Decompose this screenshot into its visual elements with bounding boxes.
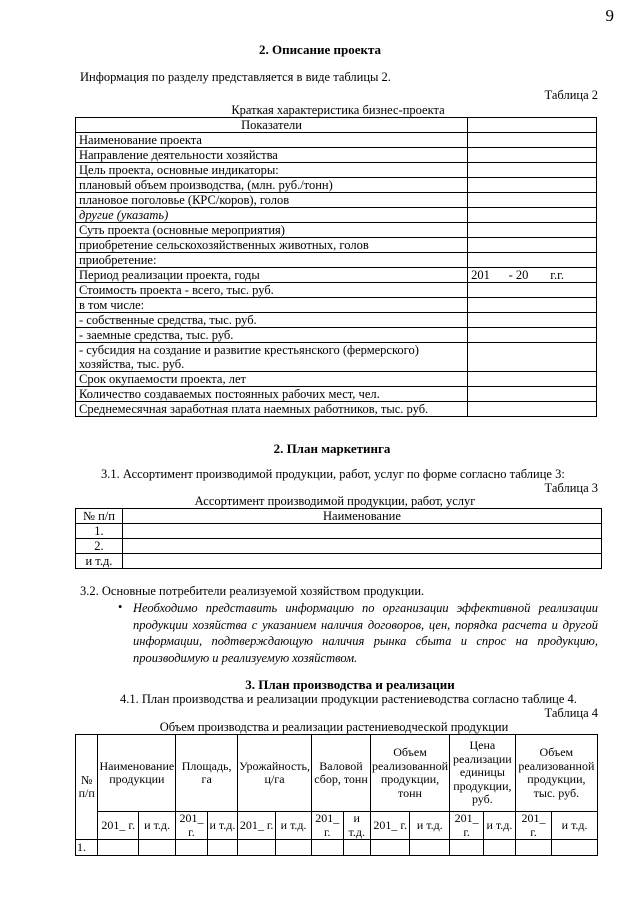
page-number: 9 bbox=[605, 6, 614, 25]
table2-row-label: приобретение сельскохозяйственных животных, голов bbox=[76, 238, 468, 253]
table4-subheader-etc: и т.д. bbox=[138, 812, 175, 840]
table2-row bbox=[76, 313, 597, 328]
section-heading-production: 3. План производства и реализации bbox=[245, 677, 455, 692]
table4-subheader-year: 201_ г. bbox=[450, 812, 484, 840]
table2-row-value bbox=[468, 193, 597, 208]
table2-row-label: - собственные средства, тыс. руб. bbox=[76, 313, 468, 328]
table4-cell bbox=[450, 840, 484, 856]
table2-caption: Краткая характеристика бизнес-проекта bbox=[231, 103, 445, 117]
table2-row bbox=[76, 178, 597, 193]
table4-cell bbox=[207, 840, 237, 856]
table2-row bbox=[76, 163, 597, 178]
table2-row bbox=[76, 253, 597, 268]
table4-subheader-etc: и т.д. bbox=[343, 812, 370, 840]
table4-cell bbox=[552, 840, 598, 856]
table2-row-value bbox=[468, 178, 597, 193]
table2-row-label: Срок окупаемости проекта, лет bbox=[76, 372, 468, 387]
table4-cell bbox=[484, 840, 516, 856]
table4-group-1: Площадь, га bbox=[176, 735, 238, 812]
table2-row bbox=[76, 298, 597, 313]
table2-row-label: Суть проекта (основные мероприятия) bbox=[76, 223, 468, 238]
table2-row-label: Направление деятельности хозяйства bbox=[76, 148, 468, 163]
table2-header: Показатели bbox=[76, 118, 468, 133]
table3-row bbox=[76, 539, 602, 554]
table2-row bbox=[76, 372, 597, 387]
table2-row-value bbox=[468, 208, 597, 223]
table4-subheader-year: 201_ г. bbox=[515, 812, 552, 840]
table2-row-label: Стоимость проекта - всего, тыс. руб. bbox=[76, 283, 468, 298]
table2-row bbox=[76, 208, 597, 223]
table2-row-value bbox=[468, 372, 597, 387]
bullet-icon: • bbox=[118, 600, 123, 614]
table4-group-4: Объем реализованной продукции, тонн bbox=[370, 735, 449, 812]
table4-group-5: Цена реализации единицы продукции, руб. bbox=[450, 735, 516, 812]
table2-row bbox=[76, 148, 597, 163]
table4-subheader-etc: и т.д. bbox=[410, 812, 450, 840]
table4-subheader-year: 201_ г. bbox=[98, 812, 139, 840]
table2-row-label: Цель проекта, основные индикаторы: bbox=[76, 163, 468, 178]
table3-row-num: и т.д. bbox=[76, 554, 123, 569]
table2-row bbox=[76, 238, 597, 253]
table3-row-num: 2. bbox=[76, 539, 123, 554]
crop-production-table bbox=[75, 734, 598, 856]
table4-cell bbox=[138, 840, 175, 856]
table2-row-value bbox=[468, 343, 597, 372]
section-intro: Информация по разделу представляется в виде таблицы 2. bbox=[80, 70, 391, 84]
table4-group-2: Урожайность, ц/га bbox=[238, 735, 312, 812]
table4-cell bbox=[238, 840, 276, 856]
table2-row-value bbox=[468, 387, 597, 402]
table3-caption: Ассортимент производимой продукции, работ, услуг bbox=[194, 494, 476, 508]
table4-group-6: Объем реализованной продукции, тыс. руб. bbox=[515, 735, 597, 812]
table3-col-num: № п/п bbox=[76, 509, 123, 524]
table2-row-label: Количество создаваемых постоянных рабочих мест, чел. bbox=[76, 387, 468, 402]
table4-subheader-year: 201_ г. bbox=[176, 812, 207, 840]
table4-subheader-etc: и т.д. bbox=[207, 812, 237, 840]
bullet-text: Необходимо представить информацию по организации эффективной реализации продукции хозяйства с указанием наличия договоров, цен, порядка расчета и другой информации, подтверждающую наличия рынка сбыта и спрос на продукцию, производимую и реализуемую хозяйством. bbox=[133, 601, 598, 665]
table4-cell bbox=[343, 840, 370, 856]
business-project-table bbox=[75, 117, 597, 417]
table4-subheader-year: 201_ г. bbox=[238, 812, 276, 840]
table3-row-name bbox=[122, 524, 601, 539]
table4-subheader-etc: и т.д. bbox=[484, 812, 516, 840]
table4-cell bbox=[176, 840, 207, 856]
table4-cell bbox=[370, 840, 410, 856]
table2-row-label: Среднемесячная заработная плата наемных работников, тыс. руб. bbox=[76, 402, 468, 417]
table4-cell bbox=[410, 840, 450, 856]
table2-row bbox=[76, 268, 597, 283]
table2-row bbox=[76, 402, 597, 417]
table3-row-name bbox=[122, 539, 601, 554]
table2-row bbox=[76, 223, 597, 238]
table2-row-label: плановое поголовье (КРС/коров), голов bbox=[76, 193, 468, 208]
table2-row-label: Наименование проекта bbox=[76, 133, 468, 148]
table2-row-value bbox=[468, 298, 597, 313]
table2-row-value bbox=[468, 253, 597, 268]
section-heading-project: 2. Описание проекта bbox=[258, 42, 382, 57]
table4-group-0: Наименование продукции bbox=[98, 735, 176, 812]
table2-row-label: в том числе: bbox=[76, 298, 468, 313]
table2-row-value bbox=[468, 283, 597, 298]
table2-row-label: плановый объем производства, (млн. руб./тонн) bbox=[76, 178, 468, 193]
table2-row-label: Период реализации проекта, годы bbox=[76, 268, 468, 283]
section-heading-marketing: 2. План маркетинга bbox=[273, 441, 391, 456]
table3-label: Таблица 3 bbox=[544, 481, 598, 495]
assortment-table bbox=[75, 508, 602, 569]
table4-cell bbox=[98, 840, 139, 856]
table2-row-value: 201 - 20 г.г. bbox=[468, 268, 597, 283]
table3-row-name bbox=[122, 554, 601, 569]
paragraph-3-1: 3.1. Ассортимент производимой продукции, работ, услуг по форме согласно таблице 3: bbox=[101, 467, 565, 481]
table4-subheader-year: 201_ г. bbox=[312, 812, 343, 840]
table2-row bbox=[76, 328, 597, 343]
table2-row-label: другие (указать) bbox=[76, 208, 468, 223]
table2-row-value bbox=[468, 313, 597, 328]
table2-row-label: - заемные средства, тыс. руб. bbox=[76, 328, 468, 343]
table4-cell bbox=[276, 840, 312, 856]
table4-subheader-year: 201_ г. bbox=[370, 812, 410, 840]
table2-row-label: - субсидия на создание и развитие крестьянского (фермерского) хозяйства, тыс. руб. bbox=[76, 343, 468, 372]
table3-row bbox=[76, 524, 602, 539]
table2-row bbox=[76, 387, 597, 402]
table3-row-num: 1. bbox=[76, 524, 123, 539]
table4-cell bbox=[515, 840, 552, 856]
table2-row bbox=[76, 343, 597, 372]
table2-row-value bbox=[468, 223, 597, 238]
table4-cell bbox=[312, 840, 343, 856]
table2-row-label: приобретение: bbox=[76, 253, 468, 268]
table3-col-name: Наименование bbox=[122, 509, 601, 524]
table2-row-value bbox=[468, 328, 597, 343]
table4-col-num: № п/п bbox=[76, 735, 98, 840]
table4-caption: Объем производства и реализации растениеводческой продукции bbox=[159, 720, 509, 734]
table4-label: Таблица 4 bbox=[544, 706, 598, 720]
table4-group-3: Валовой сбор, тонн bbox=[312, 735, 371, 812]
table2-row-value bbox=[468, 402, 597, 417]
table2-row-value bbox=[468, 148, 597, 163]
table4-subheader-etc: и т.д. bbox=[276, 812, 312, 840]
table2-row bbox=[76, 193, 597, 208]
table4-row-num: 1. bbox=[76, 840, 98, 856]
table2-row-value bbox=[468, 163, 597, 178]
table2-row-value bbox=[468, 238, 597, 253]
table2-row bbox=[76, 283, 597, 298]
paragraph-4-1: 4.1. План производства и реализации продукции растениеводства согласно таблице 4. bbox=[120, 692, 577, 706]
table4-subheader-etc: и т.д. bbox=[552, 812, 598, 840]
paragraph-3-2: 3.2. Основные потребители реализуемой хозяйством продукции. bbox=[80, 584, 425, 598]
table2-row-value bbox=[468, 133, 597, 148]
table2-label: Таблица 2 bbox=[544, 88, 598, 102]
table2-row bbox=[76, 133, 597, 148]
table3-row bbox=[76, 554, 602, 569]
